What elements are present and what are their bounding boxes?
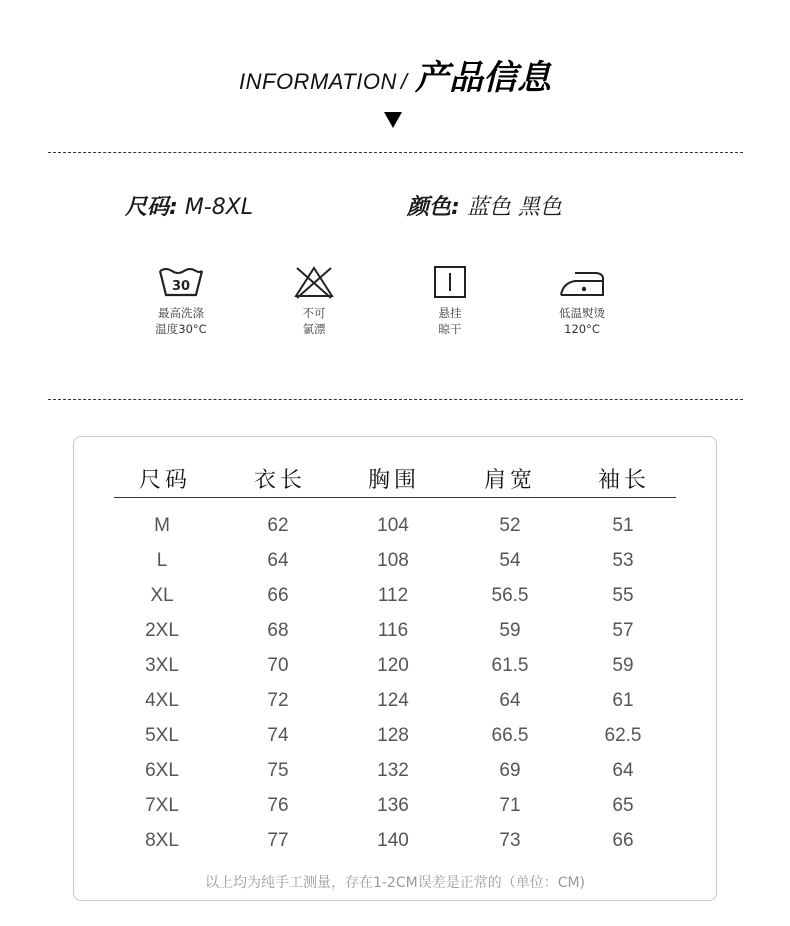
- cell-size: 4XL: [145, 690, 179, 711]
- header-separator: /: [400, 69, 407, 94]
- cell-chest: 136: [377, 795, 409, 816]
- care-hang-line1: 悬挂: [438, 306, 462, 320]
- cell-sleeve: 61: [612, 690, 634, 711]
- svg-text:30: 30: [171, 279, 191, 294]
- care-hang-line2: 晾干: [438, 322, 462, 336]
- cell-chest: 116: [377, 620, 409, 641]
- dashed-divider-top: [48, 152, 743, 153]
- cell-shoulder: 54: [499, 550, 521, 571]
- cell-length: 72: [267, 690, 289, 711]
- cell-sleeve: 51: [612, 515, 634, 536]
- header-length: 衣长: [253, 468, 306, 493]
- cell-chest: 128: [377, 725, 409, 746]
- cell-chest: 132: [377, 760, 409, 781]
- table-row: [0, 725, 790, 751]
- table-row: [0, 550, 790, 576]
- care-wash-line2: 温度30°C: [155, 322, 207, 336]
- table-row: [0, 515, 790, 541]
- table-row: [0, 795, 790, 821]
- cell-shoulder: 61.5: [491, 655, 529, 676]
- color-value: 蓝色 黑色: [466, 195, 562, 220]
- cell-length: 62: [267, 515, 289, 536]
- hang-dry-icon: [425, 265, 475, 299]
- table-row: [0, 655, 790, 681]
- cell-length: 64: [267, 550, 289, 571]
- size-value: M-8XL: [184, 195, 254, 220]
- cell-chest: 140: [377, 830, 409, 851]
- cell-length: 74: [267, 725, 289, 746]
- cell-length: 70: [267, 655, 289, 676]
- cell-length: 75: [267, 760, 289, 781]
- cell-sleeve: 66: [612, 830, 634, 851]
- care-iron-line2: 120°C: [564, 322, 600, 336]
- cell-chest: 108: [377, 550, 409, 571]
- cell-chest: 112: [377, 585, 409, 606]
- cell-shoulder: 71: [499, 795, 521, 816]
- cell-length: 77: [267, 830, 289, 851]
- header-cn-title: 产品信息: [414, 58, 551, 98]
- measurement-footnote: 以上均为纯手工测量，存在1-2CM误差是正常的（单位：CM): [204, 875, 586, 891]
- cell-length: 66: [267, 585, 289, 606]
- dashed-divider-bottom: [48, 399, 743, 400]
- header-shoulder: 肩宽: [483, 468, 536, 493]
- table-row: [0, 585, 790, 611]
- color-label: 颜色:: [407, 195, 460, 220]
- cell-length: 68: [267, 620, 289, 641]
- spec-color: [407, 190, 562, 221]
- care-hang: [400, 265, 500, 337]
- cell-shoulder: 52: [499, 515, 521, 536]
- cell-shoulder: 59: [499, 620, 521, 641]
- cell-size: 3XL: [145, 655, 179, 676]
- cell-size: M: [154, 515, 170, 536]
- table-row: [0, 830, 790, 856]
- header-chest: 胸围: [367, 468, 420, 493]
- table-row: [0, 760, 790, 786]
- cell-sleeve: 62.5: [604, 725, 642, 746]
- cell-sleeve: 55: [612, 585, 634, 606]
- cell-chest: 104: [377, 515, 409, 536]
- cell-sleeve: 57: [612, 620, 634, 641]
- cell-size: 8XL: [145, 830, 179, 851]
- care-bleach-line1: 不可: [302, 306, 326, 320]
- cell-sleeve: 59: [612, 655, 634, 676]
- cell-shoulder: 69: [499, 760, 521, 781]
- header-size: 尺码: [138, 468, 191, 493]
- spec-size: [125, 190, 253, 221]
- care-iron: [532, 265, 632, 337]
- no-bleach-icon: [289, 265, 339, 299]
- cell-shoulder: 56.5: [491, 585, 529, 606]
- care-wash: [131, 265, 231, 337]
- cell-size: 5XL: [145, 725, 179, 746]
- cell-size: XL: [150, 585, 174, 606]
- cell-sleeve: 65: [612, 795, 634, 816]
- size-label: 尺码:: [125, 195, 178, 220]
- table-row: [0, 690, 790, 716]
- care-bleach-line2: 氯漂: [302, 322, 326, 336]
- care-wash-line1: 最高洗涤: [158, 306, 204, 320]
- page-header: [0, 50, 790, 99]
- table-row: [0, 620, 790, 646]
- table-header-rule: [114, 497, 676, 498]
- care-bleach: [264, 265, 364, 337]
- cell-size: 2XL: [145, 620, 179, 641]
- header-en-title: INFORMATION: [239, 69, 397, 94]
- cell-shoulder: 64: [499, 690, 521, 711]
- cell-length: 76: [267, 795, 289, 816]
- cell-chest: 124: [377, 690, 409, 711]
- cell-shoulder: 73: [499, 830, 521, 851]
- cell-size: 7XL: [145, 795, 179, 816]
- cell-sleeve: 64: [612, 760, 634, 781]
- wash-30-icon: [156, 265, 206, 299]
- cell-size: 6XL: [145, 760, 179, 781]
- cell-size: L: [156, 550, 168, 571]
- care-iron-line1: 低温熨烫: [559, 306, 605, 320]
- cell-sleeve: 53: [612, 550, 634, 571]
- table-header-row: [0, 463, 790, 495]
- cell-shoulder: 66.5: [491, 725, 529, 746]
- header-sleeve: 袖长: [597, 468, 650, 493]
- down-arrow-icon: [384, 112, 402, 128]
- iron-low-icon: [557, 265, 607, 299]
- cell-chest: 120: [377, 655, 409, 676]
